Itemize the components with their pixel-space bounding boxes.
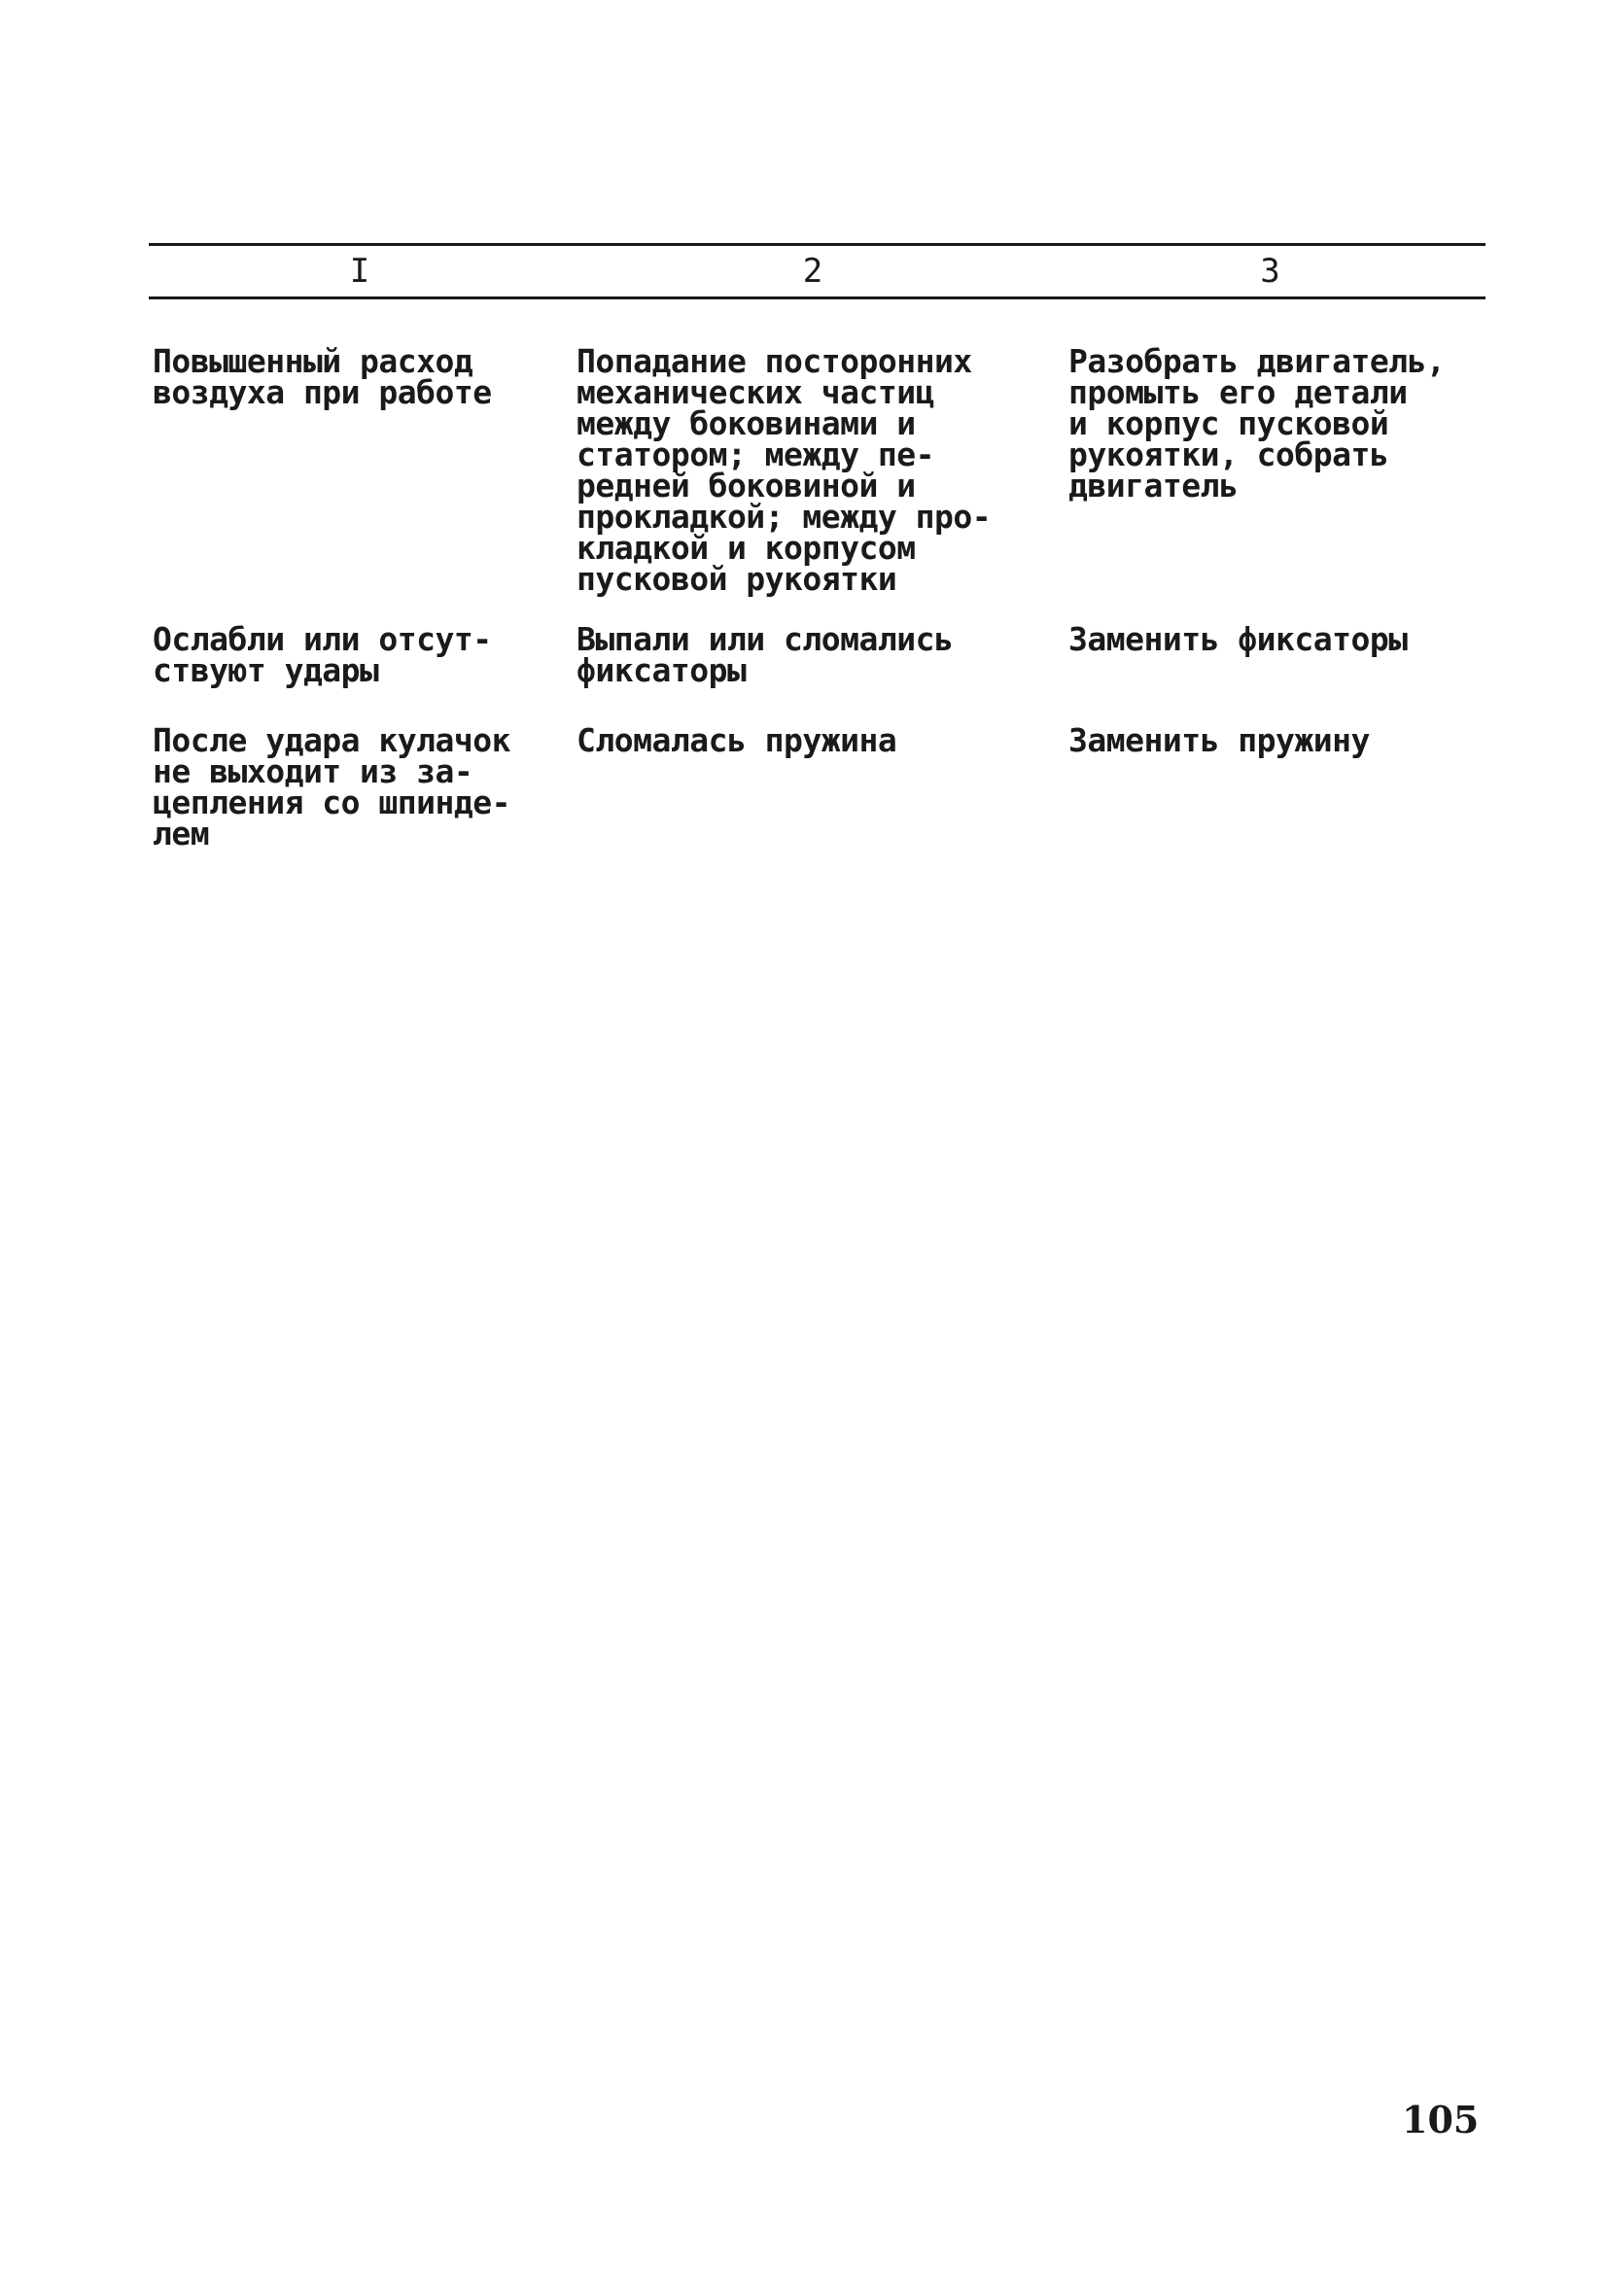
cause-cell: Попадание посторонних механических частиц между боковинами и статором; между пе- редней боковиной и прокладкой; между про- кладкой и корпусом пусковой рукоятки [577, 342, 992, 598]
table-row [149, 342, 1486, 598]
table-row [149, 721, 1486, 852]
cause-cell: Выпали или сломались фиксаторы [577, 620, 954, 689]
cause-cell: Сломалась пружина [577, 721, 897, 759]
table-header-rule [149, 296, 1486, 299]
fault-cell: Ослабли или отсут- ствуют удары [153, 620, 492, 689]
remedy-cell: Заменить пружину [1068, 721, 1370, 759]
column-header-3: 3 [1260, 252, 1280, 291]
page-number: 105 [1402, 2098, 1480, 2141]
remedy-cell: Заменить фиксаторы [1068, 620, 1408, 658]
fault-cell: Повышенный расход воздуха при работе [153, 342, 492, 411]
table-header-row [149, 246, 1486, 296]
troubleshooting-table [149, 243, 1486, 850]
table-row [149, 620, 1486, 689]
column-header-1: I [349, 252, 370, 291]
column-header-2: 2 [802, 252, 823, 291]
fault-cell: После удара кулачок не выходит из за- цепления со шпинде- лем [153, 721, 510, 852]
remedy-cell: Разобрать двигатель, промыть его детали и корпус пусковой рукоятки, собрать двигатель [1068, 342, 1446, 504]
